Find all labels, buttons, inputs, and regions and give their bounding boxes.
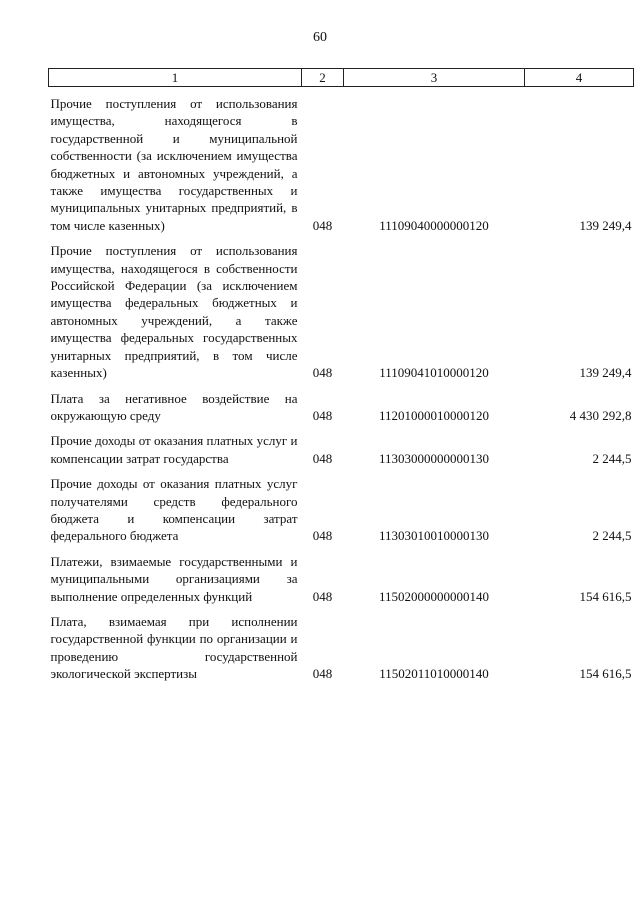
table-row	[49, 95, 634, 234]
table-row	[49, 553, 634, 605]
admin-code: 048	[312, 450, 333, 466]
revenue-name: Плата за негативное воздействие на окружающую среду	[50, 390, 298, 423]
budget-classification-code: 11502000000000140	[378, 588, 490, 604]
admin-code: 048	[312, 365, 333, 381]
budget-classification-code: 11303000000000130	[378, 450, 490, 466]
table-row	[49, 242, 634, 381]
amount: 2 244,5	[592, 528, 632, 544]
budget-classification-code: 11502011010000140	[379, 666, 489, 682]
amount: 2 244,5	[592, 450, 632, 466]
admin-code: 048	[312, 217, 333, 233]
table-row	[49, 613, 634, 683]
table-row	[49, 390, 634, 425]
admin-code: 048	[312, 666, 333, 682]
revenue-name: Прочие доходы от оказания платных услуг и компенсации затрат государства	[50, 433, 298, 466]
admin-code: 048	[312, 528, 333, 544]
admin-code: 048	[312, 588, 333, 604]
table-row	[49, 432, 634, 467]
budget-classification-code: 11109040000000120	[379, 217, 489, 233]
column-header-4: 4	[525, 69, 634, 87]
column-header-3: 3	[344, 69, 525, 87]
revenue-name: Платежи, взимаемые государственными и муниципальными организациями за выполнение определенных функций	[50, 553, 298, 604]
column-header-1: 1	[49, 69, 302, 87]
amount: 154 616,5	[579, 588, 632, 604]
revenue-table	[48, 68, 634, 683]
revenue-name: Плата, взимаемая при исполнении государственной функции по организации и проведению государственной экологической экспертизы	[50, 613, 298, 682]
budget-classification-code: 11109041010000120	[379, 365, 489, 381]
amount: 139 249,4	[579, 365, 632, 381]
revenue-name: Прочие доходы от оказания платных услуг получателями средств федерального бюджета и компенсации затрат федерального бюджета	[50, 476, 298, 544]
column-header-2: 2	[302, 69, 344, 87]
page-number: 60	[313, 30, 327, 45]
budget-classification-code: 11201000010000120	[378, 407, 490, 423]
amount: 4 430 292,8	[569, 407, 632, 423]
revenue-name: Прочие поступления от использования имущества, находящегося в государственной и муниципальной собственности (за исключением имущества бюджетных и автономных учреждений, а также имущества государственных и муниципальных унитарных предприятий, в том числе казенных)	[50, 96, 298, 233]
table-row	[49, 475, 634, 545]
revenue-name: Прочие поступления от использования имущества, находящегося в собственности Российской Федерации (за исключением имущества федеральных бюджетных и автономных учреждений, а также имущества федеральных государственных унитарных предприятий, в том числе казенных)	[50, 243, 298, 381]
budget-classification-code: 11303010010000130	[378, 528, 490, 544]
amount: 139 249,4	[579, 217, 632, 233]
table-header-row	[49, 69, 634, 87]
amount: 154 616,5	[579, 666, 632, 682]
admin-code: 048	[312, 407, 333, 423]
